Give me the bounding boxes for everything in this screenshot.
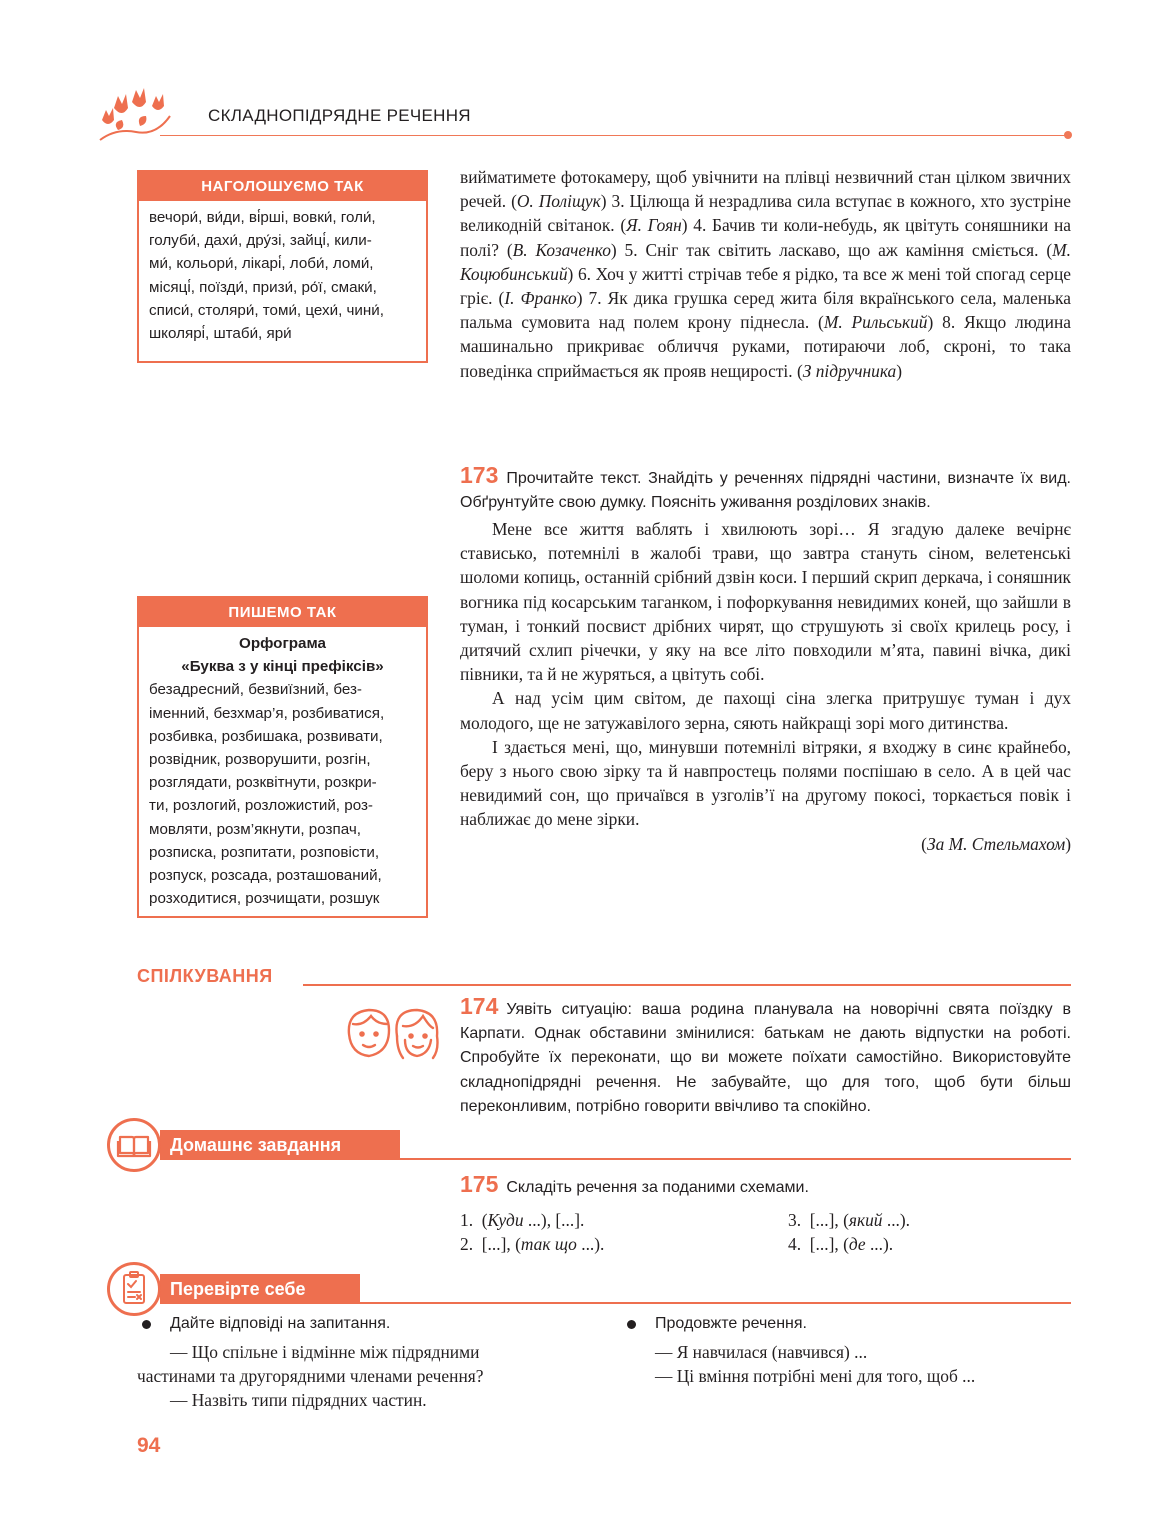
scheme-conjunction: Куди	[487, 1210, 524, 1230]
spelling-rule-title: Орфограма	[239, 635, 326, 652]
text-run: ) 4. Бачив ти коли-небудь, як цвітуть соняшники на полі? (	[460, 215, 1071, 260]
spelling-line: ти, розлогий, розложистий, роз-	[149, 797, 373, 815]
stress-box	[137, 170, 428, 363]
check-banner: Перевірте себе	[160, 1274, 360, 1304]
stress-box-heading: НАГОЛОШУЄМО ТАК	[139, 172, 426, 201]
page-number: 94	[137, 1434, 161, 1457]
question-line: частинами та другорядними членами речення?	[137, 1366, 484, 1386]
stress-line: голуби́, дахи́, дру́зі, зайці́, кили-	[149, 232, 372, 250]
paren: )	[1065, 833, 1071, 854]
bullet	[142, 1320, 151, 1329]
spelling-line: розглядати, розквітнути, розкри-	[149, 774, 377, 792]
question-line: — Що спільне і відмінне між підрядними	[170, 1342, 480, 1362]
checklist-icon	[110, 1265, 158, 1313]
scheme-item	[460, 1208, 584, 1232]
scheme-part: [...], (	[481, 1234, 521, 1254]
continue-line: — Я навчилася (навчився) ...	[655, 1342, 868, 1362]
stress-box-body	[139, 201, 426, 351]
scheme-conjunction: де	[848, 1234, 866, 1254]
scheme-item	[788, 1232, 893, 1256]
scheme-part: [...], (	[809, 1210, 849, 1230]
spelling-line: розпуск, розсада, розташований,	[149, 867, 382, 885]
running-header: СКЛАДНОПІДРЯДНЕ РЕЧЕННЯ	[208, 106, 471, 125]
text-run: )	[896, 360, 903, 381]
exercise-number: 173	[460, 462, 499, 488]
stress-line: місяці́, поїзди́, призи́, ро́ї, смаки́,	[149, 278, 377, 296]
questions-heading: Дайте відповіді на запитання.	[170, 1315, 391, 1332]
scheme-conjunction: так що	[520, 1234, 577, 1254]
stress-line: школярі́, штаби́, яри́	[149, 325, 292, 343]
scheme-item	[460, 1232, 604, 1256]
spelling-rule-subtitle: «Буква з у кінці префіксів»	[181, 658, 384, 676]
spelling-line: безадресний, безвиїзний, без-	[149, 681, 362, 699]
text-run: ) 8. Якщо людина машинально прикриває обличчя руками, потираючи лоб, скроні, то така поведінка сприймається як прояв нещирості. (	[460, 312, 1072, 381]
question-line: — Назвіть типи підрядних частин.	[170, 1390, 427, 1410]
scheme-part: ...).	[576, 1234, 605, 1254]
check-rule	[360, 1302, 1071, 1304]
exercise-175-task	[460, 1172, 1071, 1200]
author: З підручника	[802, 360, 897, 381]
homework-badge	[107, 1118, 161, 1172]
exercise-number: 175	[460, 1171, 499, 1197]
spelling-line: іменний, безхмар’я, розбиватися,	[149, 704, 385, 722]
spelling-line: мовляти, розм’якнути, розпач,	[149, 820, 361, 838]
bullet	[627, 1320, 636, 1329]
task-text: Складіть речення за поданими схемами.	[506, 1179, 809, 1196]
stress-line: списи́, столяри́, томи́, цехи́, чини́,	[149, 301, 385, 319]
source-line	[460, 832, 1071, 856]
spelling-line: розписка, розпитати, розповісти,	[149, 843, 380, 861]
exercise-173-text	[460, 517, 1071, 856]
homework-banner: Домашнє завдання	[160, 1130, 400, 1160]
paragraph: Мене все життя ваблять і хвилюють зорі… Я згадую далеке вечірнє стависько, потемнілі в жалобі трави, що завтра стануть сіном, велетенські шоломи копиць, останній срібний дзвін коси. І перший скрип деркача, і соняшник вогника під косарським таганком, і пофоркування невидимих коней, що зайшли в туман, і тонкий посвист дрібних чирят, що струшують зі своїх крилець росу, і дитячий схлип річечки, у яку на все літо повходили м’ята, павині вічка, дикі півники, та й не журяться, а цвітуть собі.	[460, 519, 1071, 685]
scheme-number: 4.	[788, 1234, 802, 1254]
author: Я. Гоян	[626, 215, 682, 236]
scheme-number: 2.	[460, 1234, 474, 1254]
task-text: Прочитайте текст. Знайдіть у реченнях підрядні частини, визначте їх вид. Обґрунтуйте свою думку. Поясніть уживання розділових знаків.	[460, 470, 1071, 512]
continue-heading: Продовжте речення.	[655, 1315, 807, 1332]
author: М. Коцюбинський	[460, 239, 1071, 284]
spelling-line: розвідник, розворушити, розгін,	[149, 751, 371, 769]
source-author: За М. Стельмахом	[926, 833, 1066, 854]
spelling-box-heading: ПИШЕМО ТАК	[139, 598, 426, 627]
homework-rule	[400, 1158, 1071, 1160]
author: В. Козаченко	[512, 239, 611, 260]
spelling-box-body	[139, 627, 426, 916]
header-rule	[160, 135, 1070, 136]
text-run: вийматимете фотокамеру, щоб увічнити на плівці незвичний стан цілком звичних речей. (	[460, 167, 1071, 212]
communication-heading: СПІЛКУВАННЯ	[137, 966, 273, 986]
text-run: ) 6. Хоч у житті стрічав тебе я рідко, та все ж мені той спогад серце гріє. (	[460, 263, 1071, 309]
scheme-part: (	[481, 1210, 488, 1230]
paragraph: А над усім цим світом, де пахощі сіна злегка притрушує туман і дух молодого, ще не затужавілого зерна, сяють найкращі зорі мого дитинства.	[460, 688, 1071, 733]
header-dot	[1064, 131, 1072, 139]
open-book-icon	[110, 1121, 158, 1169]
scheme-item	[788, 1208, 910, 1232]
exercise-number: 174	[460, 993, 499, 1019]
two-faces-icon	[343, 1004, 443, 1062]
check-badge	[107, 1262, 161, 1316]
exercise-172-continuation	[460, 165, 1071, 383]
text-run: ) 7. Як дика грушка серед жита біля вкраїнського села, маленька пальма сумовита над полем крону піднесла. (	[460, 288, 1071, 333]
spelling-line: розходитися, розчищати, розшук	[149, 890, 380, 908]
scheme-conjunction: який	[848, 1210, 883, 1230]
scheme-part: ...).	[865, 1234, 894, 1254]
stress-line: вечори́, ви́ди, ві́рші, вовки́, голи́,	[149, 209, 376, 226]
stress-line: ми́, кольори́, лікарі́, лоби́, ломи́,	[149, 255, 374, 273]
scheme-part: ...), [...].	[523, 1210, 585, 1230]
author: О. Поліщук	[516, 191, 601, 212]
paragraph: І здається мені, що, минувши потемнілі вітряки, я входжу в синє крайнебо, беру з нього свою зірку та й навпростець полями поспішаю в село. А в цей час невидимий сон, що причаївся в узголів’ї на другому покосі, торкається повік і наближає до мене зірки.	[460, 736, 1071, 830]
paren: (	[921, 833, 927, 854]
scheme-number: 3.	[788, 1210, 802, 1230]
scheme-part: ...).	[882, 1210, 911, 1230]
text-run: ) 5. Сніг так світить ласкаво, що аж каміння сміється. (	[610, 239, 1053, 260]
spelling-box	[137, 596, 428, 918]
exercise-174-task	[460, 994, 1071, 1119]
scheme-number: 1.	[460, 1210, 474, 1230]
task-text: Уявіть ситуацію: ваша родина планувала на новорічні свята поїздку в Карпати. Однак обставини змінилися: батькам не дають відпустки на роботі. Спробуйте їх переконати, що ви можете поїхати самостійно. Використовуйте складнопідрядні речення. Не забувайте, що для того, щоб бути більш переконливим, потрібно говорити ввічливо та спокійно.	[460, 1001, 1071, 1115]
spelling-line: розбивка, розбишака, розвивати,	[149, 727, 383, 745]
author: І. Франко	[504, 288, 577, 309]
scheme-part: [...], (	[809, 1234, 849, 1254]
exercise-173-task	[460, 463, 1071, 515]
text-run: ) 3. Цілюща й незрадлива сила вступає в кожного, хто зустріне великодній світанок. (	[460, 191, 1071, 236]
continue-line: — Ці вміння потрібні мені для того, щоб ...	[655, 1366, 976, 1386]
author: М. Рильський	[823, 312, 928, 333]
communication-rule	[303, 984, 1071, 986]
